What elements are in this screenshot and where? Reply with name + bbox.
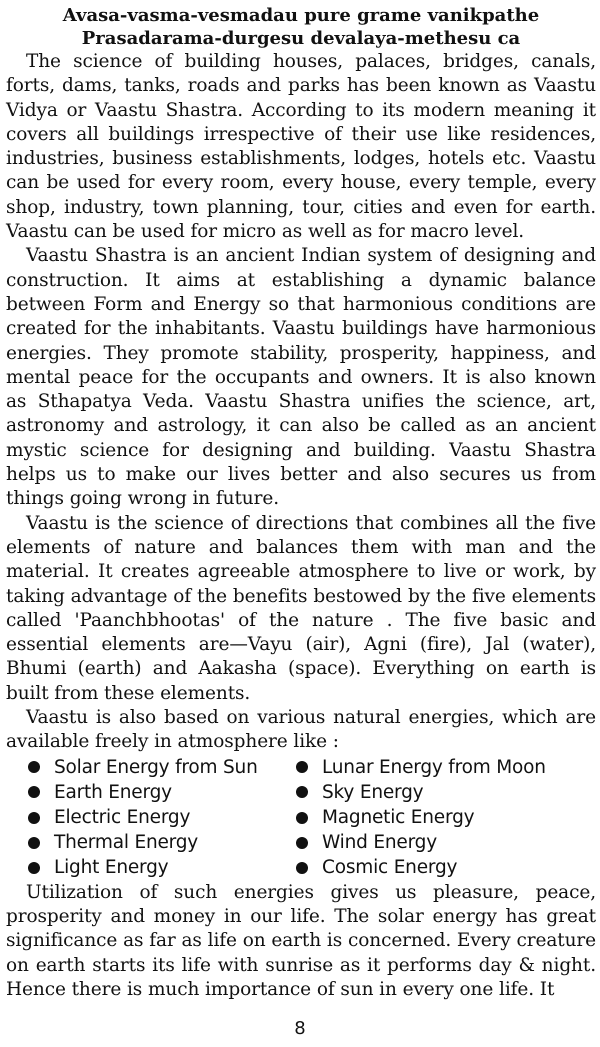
list-item: Wind Energy [296, 830, 596, 855]
bullet-icon [28, 837, 40, 849]
paragraph-vaastu-system: Vaastu Shastra is an ancient Indian system of designing and construction. It aims at establishing a dynamic balance between Form and Energy so that harmonious conditions are created for the inhabitants. Vaastu buildings have harmonious energies. They promote stability, prosperity, happiness, and mental peace for the occupants and owners. It is also known as Sthapatya Veda. Vaastu Shastra unifies the science, art, astronomy and astrology, it can also be called as an ancient mystic science for designing and building. Vaastu Shastra helps us to make our lives better and also secures us from things going wrong in future. [6, 245, 596, 510]
bullet-icon [28, 761, 40, 773]
verse-heading [6, 4, 596, 50]
energy-list [6, 755, 596, 881]
book-page [6, 4, 596, 1002]
page-number: 8 [294, 1018, 306, 1039]
bullet-icon [296, 761, 308, 773]
list-item: Lunar Energy from Moon [296, 755, 596, 780]
list-item: Electric Energy [28, 805, 296, 830]
list-item: Thermal Energy [28, 830, 296, 855]
bullet-icon [296, 862, 308, 874]
list-item: Solar Energy from Sun [28, 755, 296, 780]
paragraph-five-elements: Vaastu is the science of directions that combines all the five elements of nature and balances them with man and the material. It creates agreeable atmosphere to live or work, by taking advantage of the benefits bestowed by the five elements called 'Paanchbhootas' of the nature . The five basic and essential elements are—Vayu (air), Agni (fire), Jal (water), Bhumi (earth) and Aakasha (space). Everything on earth is built from these elements. [6, 512, 596, 704]
bullet-icon [296, 786, 308, 798]
bullet-icon [28, 862, 40, 874]
bullet-icon [296, 812, 308, 824]
list-item: Sky Energy [296, 780, 596, 805]
paragraph-vaastu-definition: The science of building houses, palaces, bridges, canals, forts, dams, tanks, roads and parks has been known as Vaastu Vidya or Vaastu Shastra. According to its modern meaning it covers all buildings irrespective of their use like residences, industries, business establishments, lodges, hotels etc. Vaastu can be used for every room, every house, every temple, every shop, industry, town planning, tour, cities and even for earth. Vaastu can be used for micro as well as for macro level. [6, 51, 596, 243]
list-item: Light Energy [28, 855, 296, 880]
list-item: Cosmic Energy [296, 855, 596, 880]
list-item: Earth Energy [28, 780, 296, 805]
verse-line-2: Prasadarama-durgesu devalaya-methesu ca [81, 28, 521, 49]
paragraph-energy-utilization: Utilization of such energies gives us pleasure, peace, prosperity and money in our life. The solar energy has great significance as far as life on earth is concerned. Every creature on earth starts its life with sunrise as it performs day & night. Hence there is much importance of sun in every one life. It [6, 881, 596, 1000]
bullet-icon [296, 837, 308, 849]
bullet-icon [28, 812, 40, 824]
verse-line-1: Avasa-vasma-vesmadau pure grame vanikpathe [62, 5, 540, 26]
list-item: Magnetic Energy [296, 805, 596, 830]
bullet-icon [28, 786, 40, 798]
paragraph-natural-energies: Vaastu is also based on various natural energies, which are available freely in atmosphere like : [6, 707, 596, 753]
